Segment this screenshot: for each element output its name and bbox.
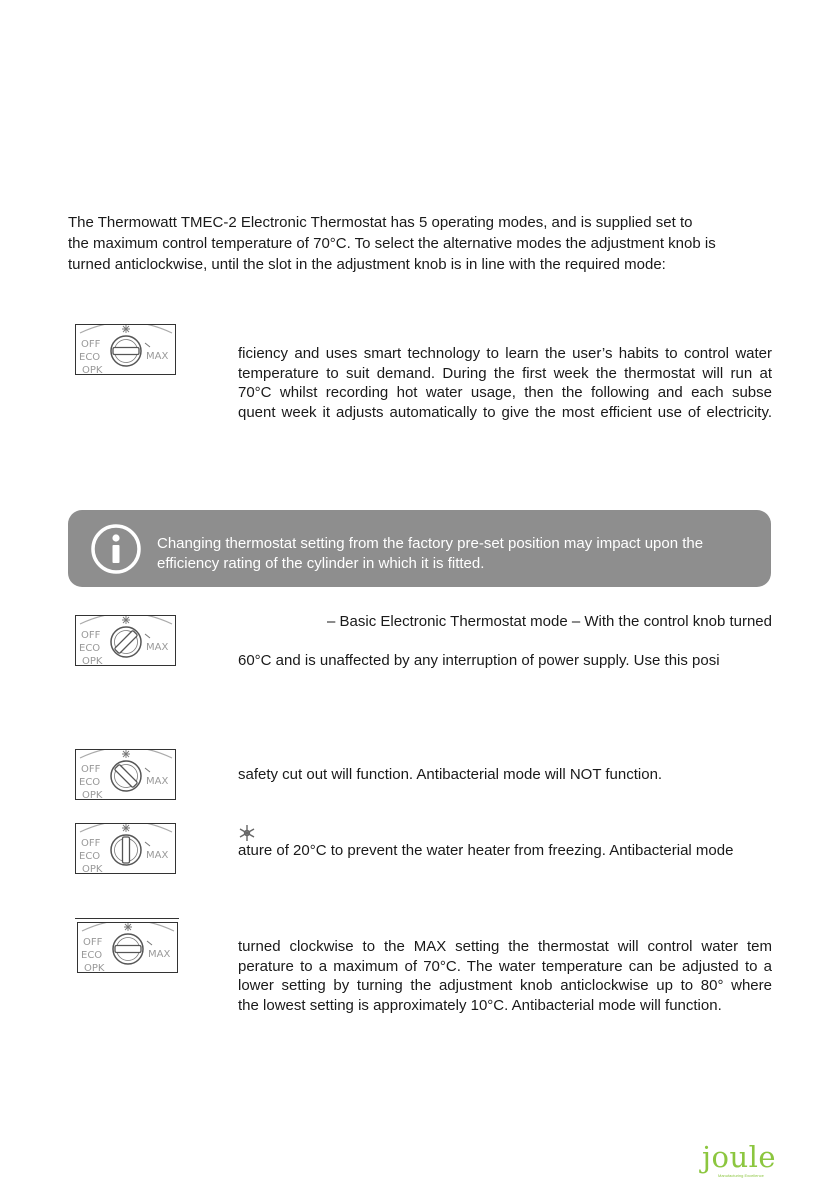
divider [75, 918, 179, 919]
knob-label-opk: OPK [82, 864, 103, 874]
mode-line: 60°C and is unaffected by any interruption of power supply. Use this posi [238, 652, 720, 669]
mode-line: the lowest setting is approximately 10°C. Antibacterial mode will function. [238, 996, 722, 1014]
knob-frost-diagram [75, 823, 176, 874]
knob-label-max: MAX [146, 776, 169, 787]
knob-label-eco: ECO [79, 777, 101, 788]
mode-line: – Basic Electronic Thermostat mode – With the control knob turned [327, 613, 772, 630]
mode-line: quent week it adjusts automatically to give the most efficient use of electricity. [238, 403, 772, 421]
mode-line: 70°C whilst recording hot water usage, then the following and each subse [238, 384, 772, 401]
knob-label-eco: ECO [79, 851, 101, 862]
knob-max-diagram [77, 922, 178, 973]
intro-line: turned anticlockwise, until the slot in the adjustment knob is in line with the required mode: [68, 256, 666, 273]
logo-wordmark: joule [702, 1140, 777, 1174]
knob-label-off: OFF [81, 630, 101, 641]
mode-line: perature to a maximum of 70°C. The water temperature can be adjusted to a [238, 957, 772, 975]
knob-label-max: MAX [146, 642, 169, 653]
knob-label-opk: OPK [82, 365, 103, 375]
knob-label-eco: ECO [79, 352, 101, 363]
mode-frost-description [238, 841, 772, 861]
intro-line: The Thermowatt TMEC-2 Electronic Thermostat has 5 operating modes, and is supplied set to [68, 214, 693, 231]
knob-label-eco: ECO [79, 643, 101, 654]
knob-label-opk: OPK [84, 963, 105, 973]
mode-line: ature of 20°C to prevent the water heater from freezing. Antibacterial mode [238, 842, 734, 859]
joule-logo [702, 1140, 777, 1182]
logo-tagline: Manufacturing Excellence [718, 1173, 764, 1178]
knob-basic-diagram [75, 615, 176, 666]
knob-eco-diagram [75, 324, 176, 375]
intro-paragraph [68, 212, 788, 275]
mode-line: lower setting by turning the adjustment knob anticlockwise up to 80° where [238, 977, 772, 994]
intro-line: the maximum control temperature of 70°C. To select the alternative modes the adjustment knob is [68, 235, 716, 252]
knob-label-eco: ECO [81, 950, 103, 961]
knob-label-opk: OPK [82, 656, 103, 666]
mode-basic-description [238, 612, 772, 671]
knob-label-off: OFF [81, 838, 101, 849]
mode-line: ficiency and uses smart technology to learn the user’s habits to control water [238, 345, 772, 362]
knob-label-max: MAX [148, 949, 171, 960]
knob-label-max: MAX [146, 850, 169, 861]
knob-opk-diagram [75, 749, 176, 800]
mode-line: safety cut out will function. Antibacterial mode will NOT function. [238, 766, 663, 783]
mode-opk-description [238, 765, 772, 785]
mode-max-description [238, 937, 772, 1015]
notice-line: efficiency rating of the cylinder in which it is fitted. [157, 554, 485, 572]
knob-label-off: OFF [81, 339, 101, 350]
mode-line: temperature to suit demand. During the first week the thermostat will run at [238, 364, 772, 382]
info-icon [90, 523, 142, 575]
mode-line: turned clockwise to the MAX setting the thermostat will control water tem [238, 938, 772, 955]
notice-line: Changing thermostat setting from the factory pre-set position may impact upon the [157, 535, 704, 552]
knob-label-opk: OPK [82, 790, 103, 800]
knob-label-off: OFF [81, 764, 101, 775]
mode-eco-description [238, 344, 772, 422]
notice-banner [68, 510, 771, 587]
snowflake-icon [238, 824, 256, 842]
knob-label-max: MAX [146, 351, 169, 362]
knob-label-off: OFF [83, 937, 103, 948]
notice-text [157, 534, 763, 573]
